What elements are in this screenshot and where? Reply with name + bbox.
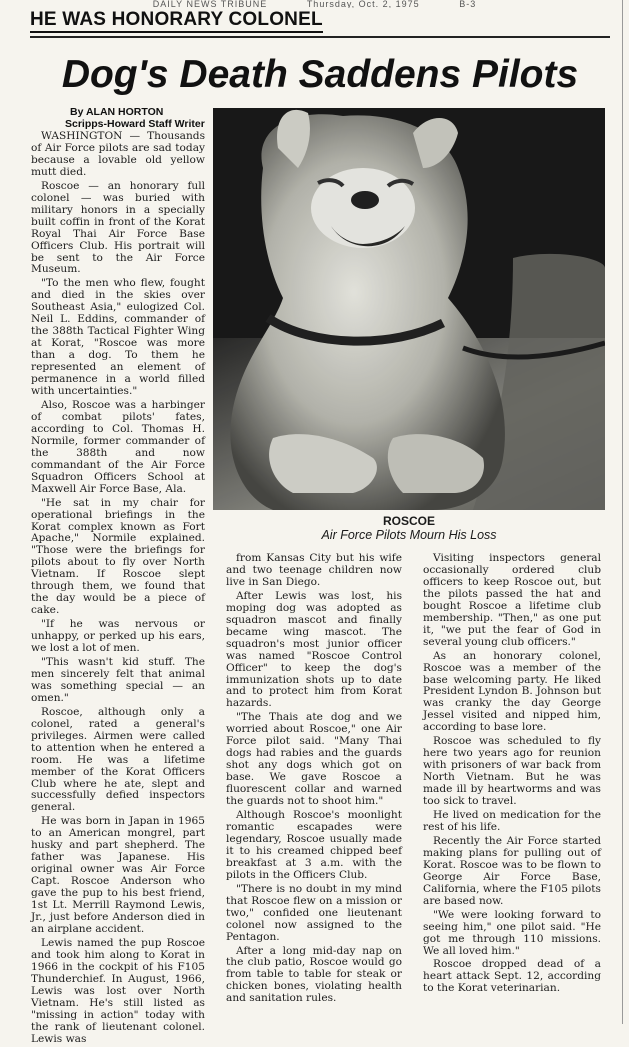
masthead-paper: DAILY NEWS TRIBUNE [152,0,268,8]
headline: Dog's Death Saddens Pilots [61,53,579,96]
article-paragraph: Roscoe was scheduled to fly here two years ago for reunion with prisoners of war back from North Vietnam. But he was made ill by heartworms and was too sick to travel. [423,735,601,808]
article-paragraph: Lewis named the pup Roscoe and took him along to Korat in 1966 in the cockpit of his F105 Thunderchief. In August, 1966, Lewis was lost over North Vietnam. He's still listed as "missing in action" today with the rank of lieutenant colonel. Lewis was [31,936,205,1045]
article-paragraph: "To the men who flew, fought and died in the skies over Southeast Asia," eulogized Col. Neil L. Eddins, commander of the 388th Tactical Fighter Wing at Korat, "Roscoe was more than a dog. To them he represented an element of permanence in a world filled with uncertainties." [31,277,205,398]
article-paragraph: Roscoe, although only a colonel, rated a general's privileges. Airmen were called to attention when he entered a room. He was a lifetime member of the Korat Officers Club where he ate, slept and successfully defied inspectors general. [31,705,205,814]
article-paragraph: Also, Roscoe was a harbinger of combat pilots' fates, according to Col. Thomas H. Normile, former commander of the 388th and now commandant of the Air Force Squadron Officers School at Maxwell Air Force Base, Ala. [31,398,205,495]
article-paragraph: As an honorary colonel, Roscoe was a member of the base welcoming party. He liked President Lyndon B. Johnson but was cranky the day George Jessel visited and nipped him, according to base lore. [423,649,601,734]
top-rule [30,36,610,38]
article-column-2 [226,553,402,1007]
masthead-date: Thursday, Oct. 2, 1975 [306,0,420,8]
article-paragraph: Although Roscoe's moonlight romantic escapades were legendary, Roscoe usually made it to his creamed chipped beef breakfast at 3 a.m. with the pilots in the Officers Club. [226,809,402,881]
article-paragraph: "He sat in my chair for operational briefings in the Korat complex known as Fort Apache," Normile explained. "Those were the briefings for pilots about to fly over North Vietnam. If Roscoe slept through them, we found that the day would be a piece of cake. [31,496,205,617]
article-paragraph: Roscoe — an honorary full colonel — was buried with military honors in a specially built coffin in front of the Korat Royal Thai Air Force Base Officers Club. His portrait will be sent to the Air Force Museum. [31,179,205,276]
article-paragraph: "We were looking forward to seeing him," one pilot said. "He got me through 110 missions. We all loved him." [423,908,601,957]
article-paragraph: He lived on medication for the rest of his life. [423,809,601,833]
article-paragraph: After Lewis was lost, his moping dog was adopted as squadron mascot and finally became wing mascot. The squadron's most junior officer was named "Roscoe Control Officer" to keep the dog's immunization shots up to date and to protect him from Korat hazards. [226,589,402,710]
page-edge [622,0,623,1024]
article-paragraph: "If he was nervous or unhappy, or perked up his ears, we lost a lot of men. [31,618,205,655]
article-paragraph: Recently the Air Force started making plans for pulling out of Korat. Roscoe was to be flown to George Air Force Base, California, where the F105 pilots are based now. [423,834,601,907]
photo-caption-title: ROSCOE [382,514,435,528]
article-paragraph: WASHINGTON — Thousands of Air Force pilots are sad today because a lovable old yellow mutt died. [31,130,205,178]
article-paragraph: "There is no doubt in my mind that Roscoe flew on a mission or two," confided one lieutenant colonel now assigned to the Pentagon. [226,882,402,943]
article-paragraph: from Kansas City but his wife and two teenage children now live in San Diego. [226,552,402,588]
article-paragraph: "The Thais ate dog and we worried about Roscoe," one Air Force pilot said. "Many Thai dogs had rabies and the guards shot any dogs which got on base. We gave Roscoe a fluorescent collar and warned the guards not to shoot him." [226,711,402,808]
byline-author: By ALAN HORTON [70,106,164,118]
article-paragraph: "This wasn't kid stuff. The men sincerely felt that animal was something special — an omen." [31,655,205,704]
kicker-heading: HE WAS HONORARY COLONEL [30,10,323,33]
byline [65,106,205,130]
photo-caption-subtitle: Air Force Pilots Mourn His Loss [321,528,497,542]
byline-role: Scripps-Howard Staff Writer [65,118,205,130]
masthead [0,0,629,8]
article-paragraph: After a long mid-day nap on the club patio, Roscoe would go from table to table for steak or chicken bones, violating health and sanitation rules. [226,944,402,1005]
dog-photo-image [213,108,605,510]
article-paragraph: Roscoe dropped dead of a heart attack Sept. 12, according to the Korat veterinarian. [423,958,601,995]
article-column-1 [31,131,205,1047]
dog-photo [213,108,605,510]
article-paragraph: He was born in Japan in 1965 to an American mongrel, part husky and part shepherd. The father was Japanese. His original owner was Air Force Capt. Roscoe Anderson who gave the pup to his best friend, 1st Lt. Merrill Raymond Lewis, Jr., just before Anderson died in an airplane accident. [31,815,205,935]
article-column-3 [423,553,601,997]
masthead-page: B-3 [459,0,477,8]
article-paragraph: Visiting inspectors general occasionally ordered club officers to keep Roscoe out, but the pilots passed the hat and bought Roscoe a lifetime club membership. "Then," as one put it, "we put the fear of God in several young club officers." [423,552,601,648]
